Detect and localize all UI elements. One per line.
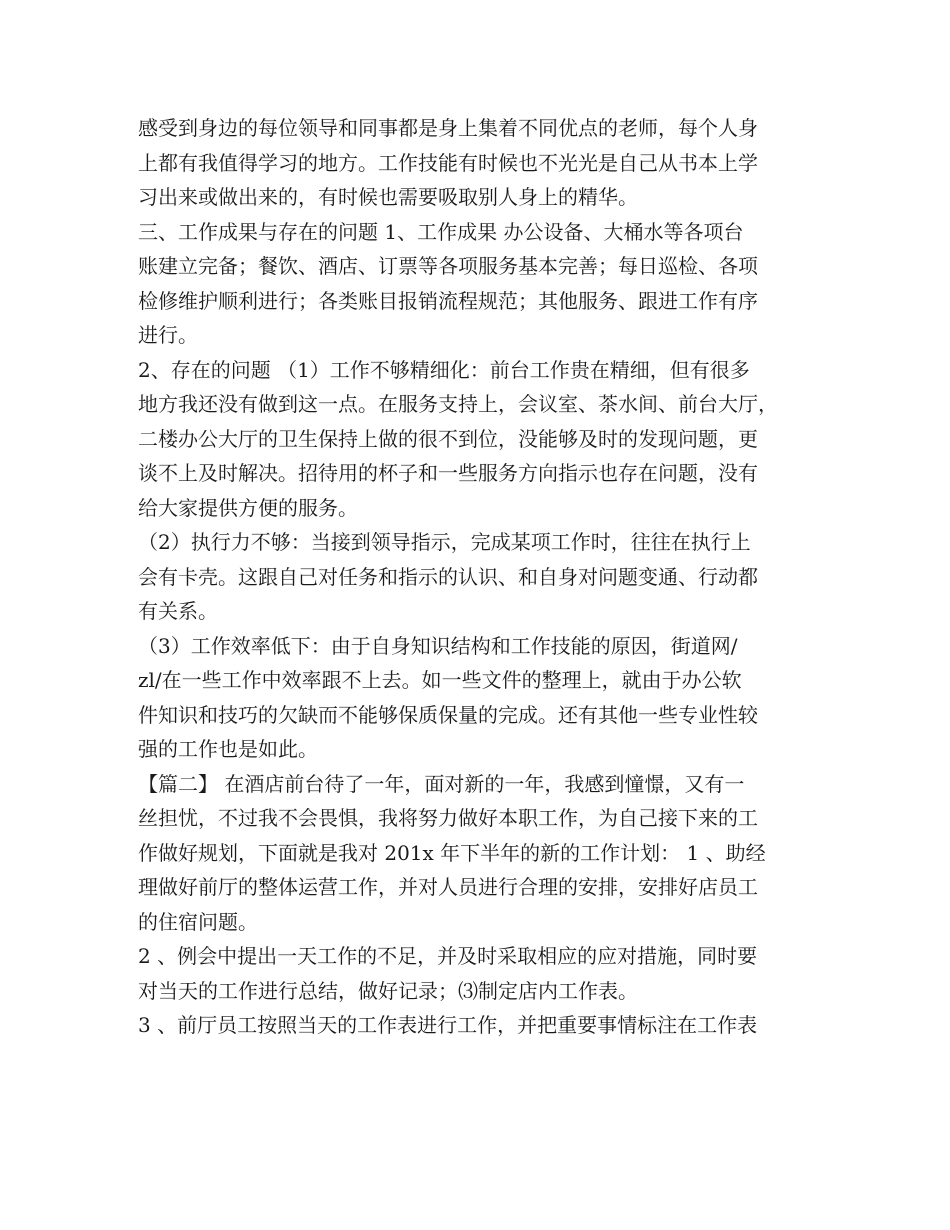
text-line: 上都有我值得学习的地方。工作技能有时候也不光光是自己从书本上学: [138, 150, 758, 175]
text-line: 3 、前厅员工按照当天的工作表进行工作，并把重要事情标注在工作表: [138, 1013, 758, 1037]
text-line: 会有卡壳。这跟自己对任务和指示的认识、和自身对问题变通、行动都: [138, 564, 758, 589]
text-line: 【篇二】 在酒店前台待了一年，面对新的一年，我感到憧憬，又有一: [138, 771, 745, 796]
text-line: 有关系。: [138, 599, 218, 623]
text-line: 习出来或做出来的，有时候也需要吸取别人身上的精华。: [138, 185, 638, 209]
text-line: 2、存在的问题 （1）工作不够精细化：前台工作贵在精细，但有很多: [138, 357, 750, 382]
text-line: 作做好规划，下面就是我对 201x 年下半年的新的工作计划： 1 、助经: [138, 840, 766, 865]
text-line: 进行。: [138, 323, 198, 347]
text-line: 件知识和技巧的欠缺而不能够保质保量的完成。还有其他一些专业性较: [138, 702, 758, 727]
document-body: [138, 111, 818, 1043]
text-line: （3）工作效率低下：由于自身知识结构和工作技能的原因，街道网/: [138, 633, 738, 658]
text-line: 二楼办公大厅的卫生保持上做的很不到位，没能够及时的发现问题，更: [138, 426, 758, 451]
text-line: 理做好前厅的整体运营工作，并对人员进行合理的安排，安排好店员工: [138, 875, 758, 899]
text-line: （2）执行力不够：当接到领导指示，完成某项工作时，往往在执行上: [138, 530, 751, 554]
text-line: 强的工作也是如此。: [138, 737, 318, 761]
text-line: 丝担忧，不过我不会畏惧，我将努力做好本职工作，为自己接下来的工: [138, 806, 758, 830]
text-line: 账建立完备；餐饮、酒店、订票等各项服务基本完善；每日巡检、各项: [138, 254, 758, 278]
text-line: 的住宿问题。: [138, 909, 258, 934]
text-line: 检修维护顺利进行；各类账目报销流程规范；其他服务、跟进工作有序: [138, 288, 758, 313]
text-line: zl/在一些工作中效率跟不上去。如一些文件的整理上，就由于办公软: [138, 668, 742, 692]
text-line: 三、工作成果与存在的问题 1、工作成果 办公设备、大桶水等各项台: [138, 219, 744, 244]
text-line: 感受到身边的每位领导和同事都是身上集着不同优点的老师，每个人身: [138, 116, 758, 140]
text-line: 地方我还没有做到这一点。在服务支持上，会议室、茶水间、前台大厅，: [138, 392, 778, 416]
text-line: 给大家提供方便的服务。: [138, 495, 358, 520]
text-line: 2 、例会中提出一天工作的不足，并及时采取相应的应对措施，同时要: [138, 944, 758, 968]
text-line: 对当天的工作进行总结，做好记录；⑶制定店内工作表。: [138, 978, 638, 1003]
text-line: 谈不上及时解决。招待用的杯子和一些服务方向指示也存在问题，没有: [138, 461, 758, 485]
